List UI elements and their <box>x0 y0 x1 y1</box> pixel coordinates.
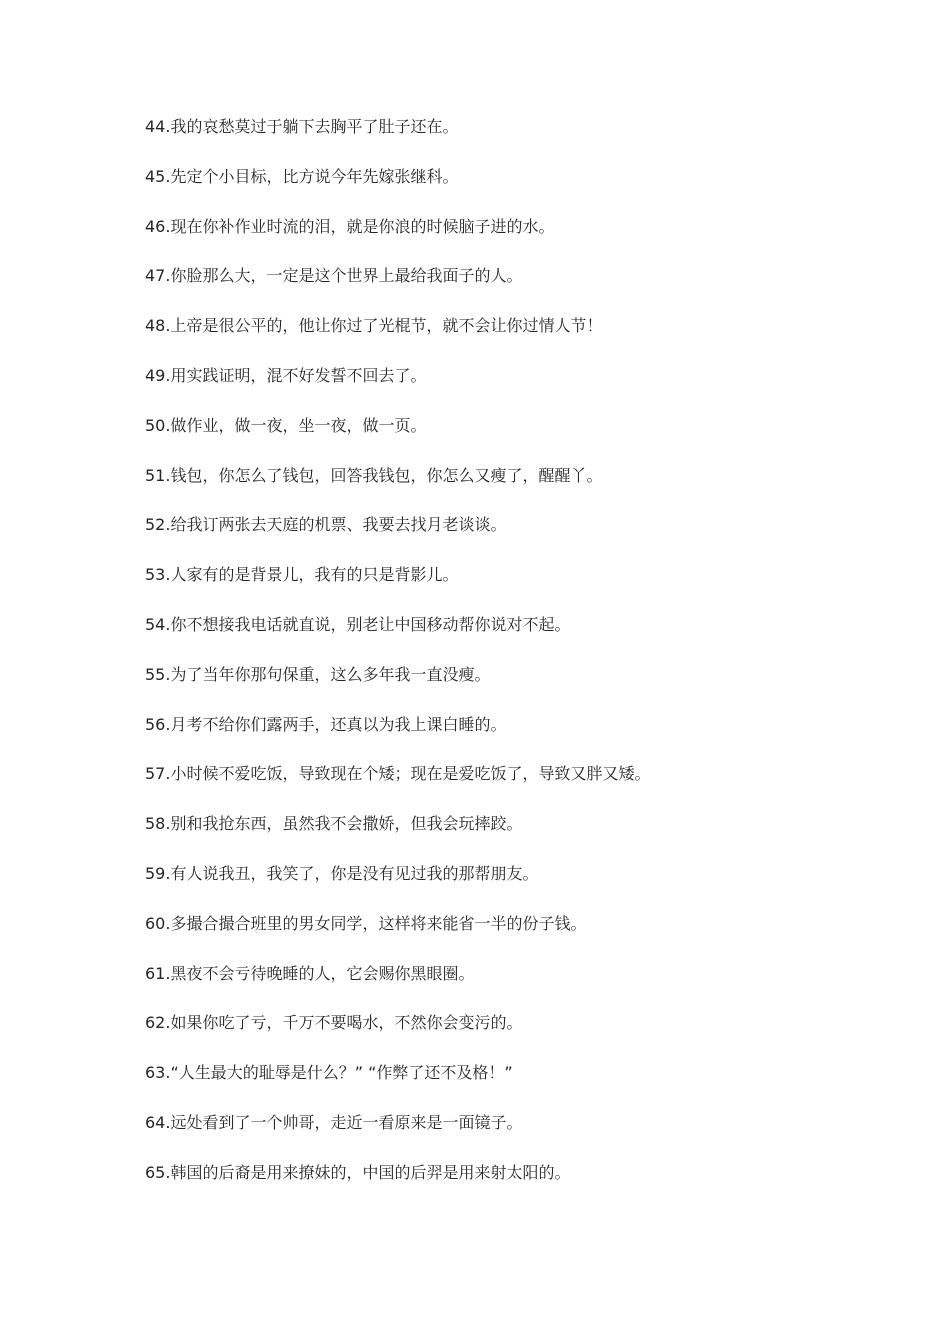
list-item: 54.你不想接我电话就直说，别老让中国移动帮你说对不起。 <box>145 614 571 634</box>
list-item: 55.为了当年你那句保重，这么多年我一直没瘦。 <box>145 664 491 684</box>
list-item: 50.做作业，做一夜，坐一夜，做一页。 <box>145 415 427 435</box>
list-item: 65.韩国的后裔是用来撩妹的，中国的后羿是用来射太阳的。 <box>145 1162 571 1182</box>
list-item: 46.现在你补作业时流的泪，就是你浪的时候脑子进的水。 <box>145 216 555 236</box>
list-item: 44.我的哀愁莫过于躺下去胸平了肚子还在。 <box>145 117 459 136</box>
list-item: 47.你脸那么大，一定是这个世界上最给我面子的人。 <box>145 266 523 286</box>
list-item: 63.“人生最大的耻辱是什么？” “作弊了还不及格！” <box>145 1063 513 1083</box>
list-item: 56.月考不给你们露两手，还真以为我上课白睡的。 <box>145 714 507 734</box>
list-item: 45.先定个小目标，比方说今年先嫁张继科。 <box>145 166 459 186</box>
list-item: 60.多撮合撮合班里的男女同学，这样将来能省一半的份子钱。 <box>145 913 587 933</box>
list-item: 64.远处看到了一个帅哥，走近一看原来是一面镜子。 <box>145 1112 523 1132</box>
list-item: 57.小时候不爱吃饭，导致现在个矮；现在是爱吃饭了，导致又胖又矮。 <box>145 764 651 784</box>
list-item: 49.用实践证明，混不好发誓不回去了。 <box>145 365 427 385</box>
list-item: 52.给我订两张去天庭的机票、我要去找月老谈谈。 <box>145 515 507 535</box>
list-item: 61.黑夜不会亏待晚睡的人，它会赐你黑眼圈。 <box>145 963 475 983</box>
joke-list <box>145 114 905 1210</box>
list-item: 48.上帝是很公平的，他让你过了光棍节，就不会让你过情人节！ <box>145 316 603 336</box>
list-item: 59.有人说我丑，我笑了，你是没有见过我的那帮朋友。 <box>145 863 539 883</box>
list-item: 62.如果你吃了亏，千万不要喝水，不然你会变污的。 <box>145 1013 523 1033</box>
list-item: 58.别和我抢东西，虽然我不会撒娇，但我会玩摔跤。 <box>145 814 523 834</box>
list-item: 53.人家有的是背景儿，我有的只是背影儿。 <box>145 565 459 585</box>
list-item: 51.钱包，你怎么了钱包，回答我钱包，你怎么又瘦了，醒醒丫。 <box>145 465 603 485</box>
